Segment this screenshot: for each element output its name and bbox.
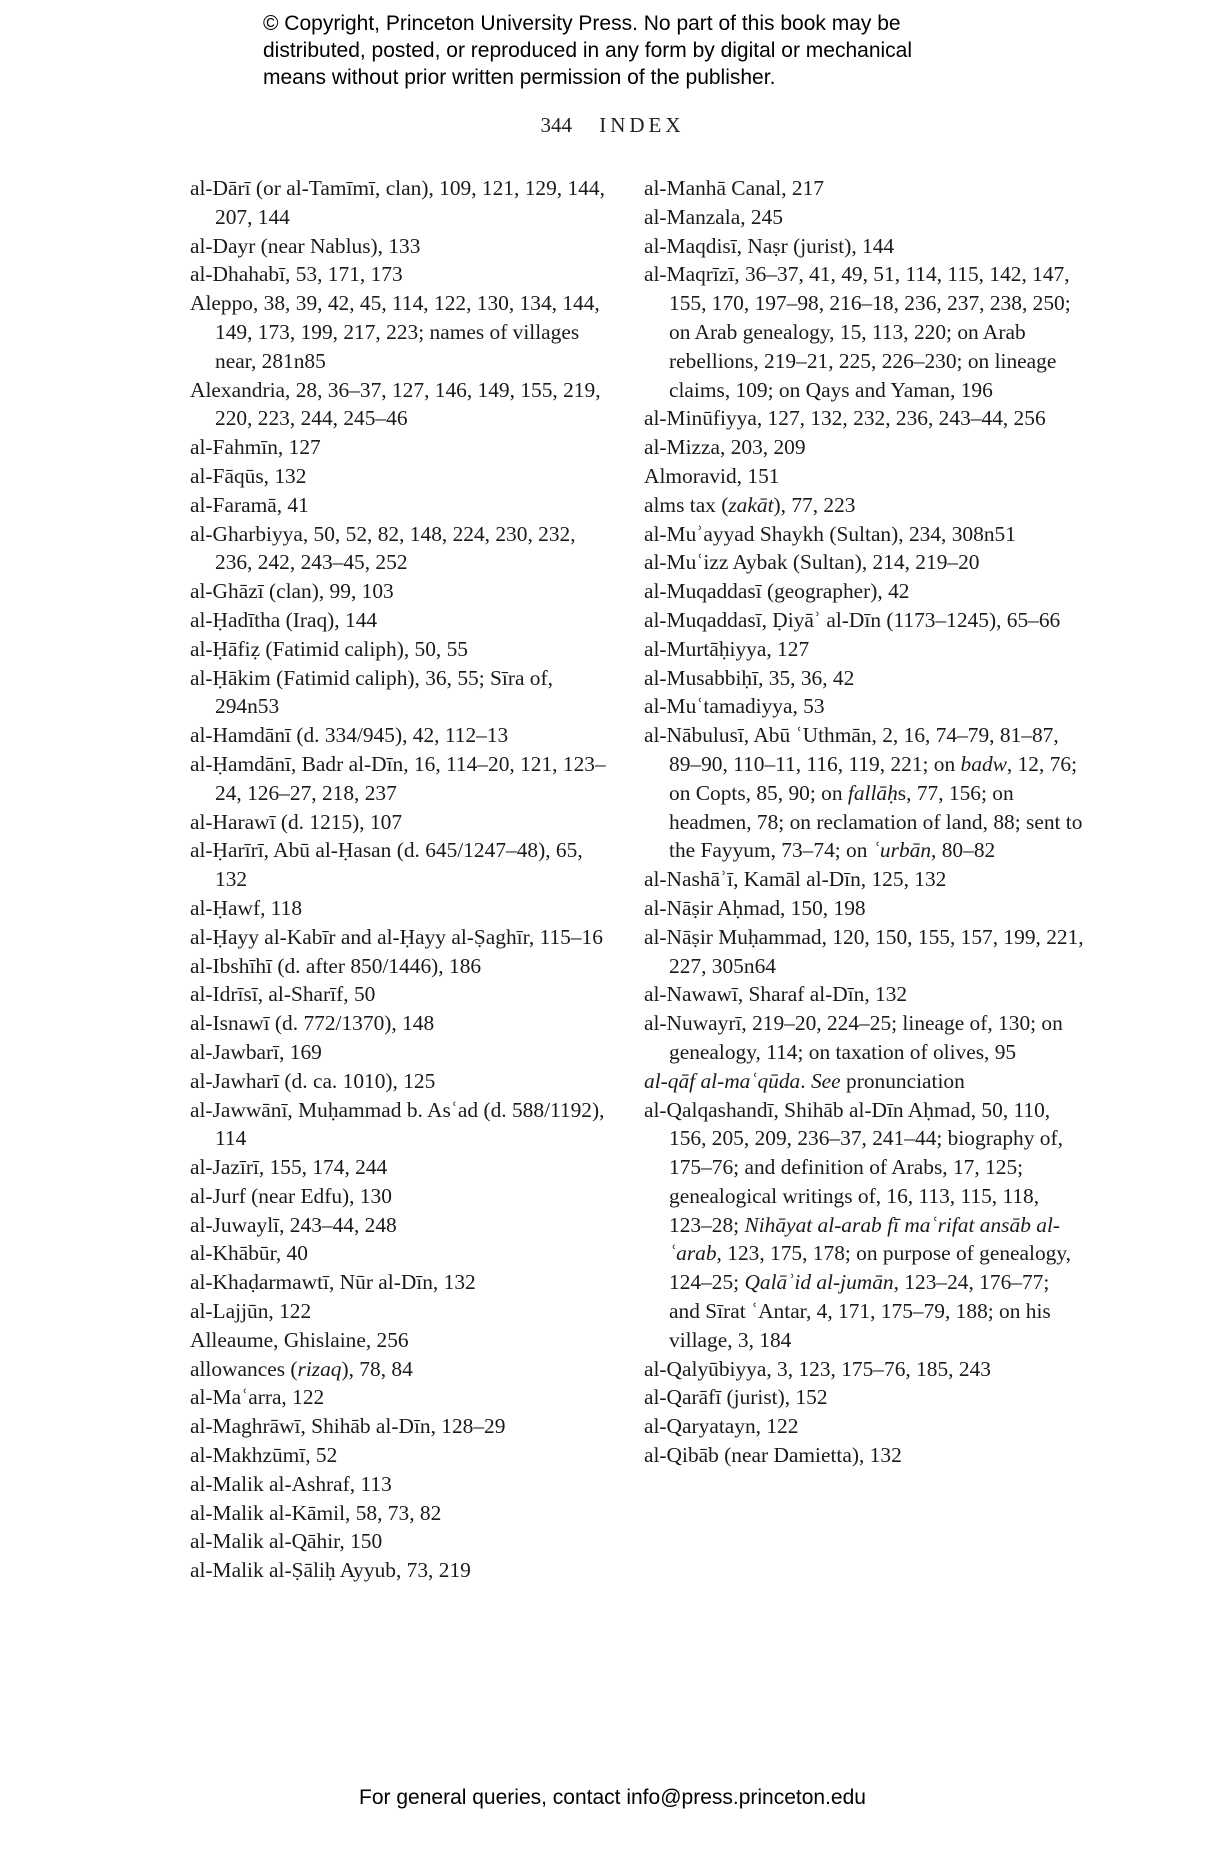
index-entry: al-Muqaddasī, Ḍiyāʾ al-Dīn (1173–1245), 65–66 [644,607,1061,632]
index-column-right [644,174,1084,1470]
index-entry: al-Qibāb (near Damietta), 132 [644,1443,902,1468]
copyright-notice [263,10,1023,91]
index-entry: al-Ḥāfiẓ (Fatimid caliph), 50, 55 [190,636,468,661]
index-entry: al-Maghrāwī, Shihāb al-Dīn, 128–29 [190,1414,506,1439]
index-entry: al-Qaryatayn, 122 [644,1414,799,1439]
index-entry: al-Qalqashandī, Shihāb al-Dīn Aḥmad, 50, 110, 156, 205, 209, 236–37, 241–44; biography of, 175–76; and definition of Arabs, 17, 125; genealogical writings of, 16, 113, 115, 118, 123–28; Nihāyat al-arab fī maʿrifat ansāb al-ʿarab, 123, 175, 178; on purpose of genealogy, 124–25; Qalāʾid al-jumān, 123–24, 176–77; and Sīrat ʿAntar, 4, 171, 175–79, 188; on his village, 3, 184 [644,1097,1072,1352]
index-entry: al-Muʿtamadiyya, 53 [644,694,825,719]
index-entry: al-Musabbiḥī, 35, 36, 42 [644,665,855,690]
index-entry: al-Jawbarī, 169 [190,1039,322,1064]
index-entry: al-Ḥarīrī, Abū al-Ḥasan (d. 645/1247–48), 65, 132 [190,838,583,892]
index-entry: al-Muʿizz Aybak (Sultan), 214, 219–20 [644,550,980,575]
index-entry: al-Khābūr, 40 [190,1241,308,1266]
index-entry: al-Jawharī (d. ca. 1010), 125 [190,1068,436,1093]
index-entry: al-Ghāzī (clan), 99, 103 [190,579,394,604]
index-entry: Aleppo, 38, 39, 42, 45, 114, 122, 130, 134, 144, 149, 173, 199, 217, 223; names of villages near, 281n85 [190,291,600,373]
index-entry: al-Malik al-Kāmil, 58, 73, 82 [190,1500,442,1525]
index-entry: al-Ḥayy al-Kabīr and al-Ḥayy al-Ṣaghīr, 115–16 [190,924,603,949]
index-entry: al-Jurf (near Edfu), 130 [190,1183,392,1208]
index-entry: allowances (rizaq), 78, 84 [190,1356,413,1381]
copyright-line: distributed, posted, or reproduced in any form by digital or mechanical [263,39,913,62]
index-entry: al-Minūfiyya, 127, 132, 232, 236, 243–44, 256 [644,406,1046,431]
index-entry: al-Jazīrī, 155, 174, 244 [190,1155,388,1180]
index-entry: al-Faramā, 41 [190,492,309,517]
index-entry: al-Idrīsī, al-Sharīf, 50 [190,982,376,1007]
index-entry: al-Nashāʾī, Kamāl al-Dīn, 125, 132 [644,867,947,892]
running-head [0,113,1225,138]
index-entry: al-Maqdisī, Naṣr (jurist), 144 [644,233,895,258]
copyright-line: means without prior written permission of the publisher. [263,66,776,89]
index-entry: al-Fahmīn, 127 [190,435,321,460]
index-entry: al-qāf al-maʿqūda. See pronunciation [644,1068,965,1093]
index-entry: al-Khaḍarmawtī, Nūr al-Dīn, 132 [190,1270,476,1295]
index-entry: Almoravid, 151 [644,463,780,488]
index-entry: al-Hamdānī (d. 334/945), 42, 112–13 [190,723,509,748]
index-entry: al-Maʿarra, 122 [190,1385,325,1410]
index-entry: al-Isnawī (d. 772/1370), 148 [190,1011,435,1036]
index-entry: al-Nāṣir Aḥmad, 150, 198 [644,895,866,920]
index-entry: al-Nābulusī, Abū ʿUthmān, 2, 16, 74–79, 81–87, 89–90, 110–11, 116, 119, 221; on badw, 12, 76; on Copts, 85, 90; on fallāḥs, 77, 156; on headmen, 78; on reclamation of land, 88; sent to the Fayyum, 73–74; on ʿurbān, 80–82 [644,723,1083,863]
index-entry: al-Maqrīzī, 36–37, 41, 49, 51, 114, 115, 142, 147, 155, 170, 197–98, 216–18, 236, 237, 238, 250; on Arab genealogy, 15, 113, 220; on Arab rebellions, 219–21, 225, 226–230; on lineage claims, 109; on Qays and Yaman, 196 [644,262,1071,402]
index-entry: al-Jawwānī, Muḥammad b. Asʿad (d. 588/1192), 114 [190,1097,605,1151]
index-entry: al-Fāqūs, 132 [190,463,307,488]
index-entry: Alleaume, Ghislaine, 256 [190,1327,409,1352]
index-entry: al-Juwaylī, 243–44, 248 [190,1212,397,1237]
copyright-line: © Copyright, Princeton University Press. No part of this book may be [263,12,901,35]
section-title: INDEX [599,113,685,137]
index-entry: al-Ḥadītha (Iraq), 144 [190,607,378,632]
index-entry: al-Nuwayrī, 219–20, 224–25; lineage of, 130; on genealogy, 114; on taxation of olives, 95 [644,1011,1063,1064]
index-entry: al-Dārī (or al-Tamīmī, clan), 109, 121, 129, 144, 207, 144 [190,176,605,229]
index-entry: al-Nawawī, Sharaf al-Dīn, 132 [644,982,908,1007]
index-entry: al-Malik al-Ashraf, 113 [190,1471,392,1496]
index-entry: al-Gharbiyya, 50, 52, 82, 148, 224, 230, 232, 236, 242, 243–45, 252 [190,521,576,575]
index-entry: al-Nāṣir Muḥammad, 120, 150, 155, 157, 199, 221, 227, 305n64 [644,924,1084,978]
index-entry: al-Ḥamdānī, Badr al-Dīn, 16, 114–20, 121, 123–24, 126–27, 218, 237 [190,751,606,805]
index-entry: al-Qarāfī (jurist), 152 [644,1385,828,1410]
index-entry: al-Ḥawf, 118 [190,895,303,920]
index-entry: Alexandria, 28, 36–37, 127, 146, 149, 155, 219, 220, 223, 244, 245–46 [190,377,601,431]
index-entry: al-Manzala, 245 [644,204,783,229]
index-entry: al-Muqaddasī (geographer), 42 [644,579,910,604]
index-entry: al-Muʾayyad Shaykh (Sultan), 234, 308n51 [644,521,1016,546]
index-entry: al-Lajjūn, 122 [190,1299,312,1324]
index-entry: al-Dhahabī, 53, 171, 173 [190,262,403,287]
index-entry: al-Makhzūmī, 52 [190,1443,338,1468]
page-number: 344 [540,113,572,137]
index-entry: al-Dayr (near Nablus), 133 [190,233,421,258]
index-entry: al-Manhā Canal, 217 [644,176,824,200]
index-entry: al-Harawī (d. 1215), 107 [190,809,403,834]
index-entry: al-Mizza, 203, 209 [644,435,806,460]
index-column-left [190,174,610,1585]
index-entry: al-Qalyūbiyya, 3, 123, 175–76, 185, 243 [644,1356,991,1381]
footer-contact: For general queries, contact info@press.princeton.edu [359,1786,866,1809]
index-entry: al-Murtāḥiyya, 127 [644,636,810,661]
index-entry: al-Ḥākim (Fatimid caliph), 36, 55; Sīra of, 294n53 [190,665,553,719]
index-entry: al-Malik al-Qāhir, 150 [190,1529,383,1554]
index-entry: al-Malik al-Ṣāliḥ Ayyub, 73, 219 [190,1558,471,1583]
index-entry: al-Ibshīhī (d. after 850/1446), 186 [190,953,482,978]
index-entry: alms tax (zakāt), 77, 223 [644,492,856,517]
